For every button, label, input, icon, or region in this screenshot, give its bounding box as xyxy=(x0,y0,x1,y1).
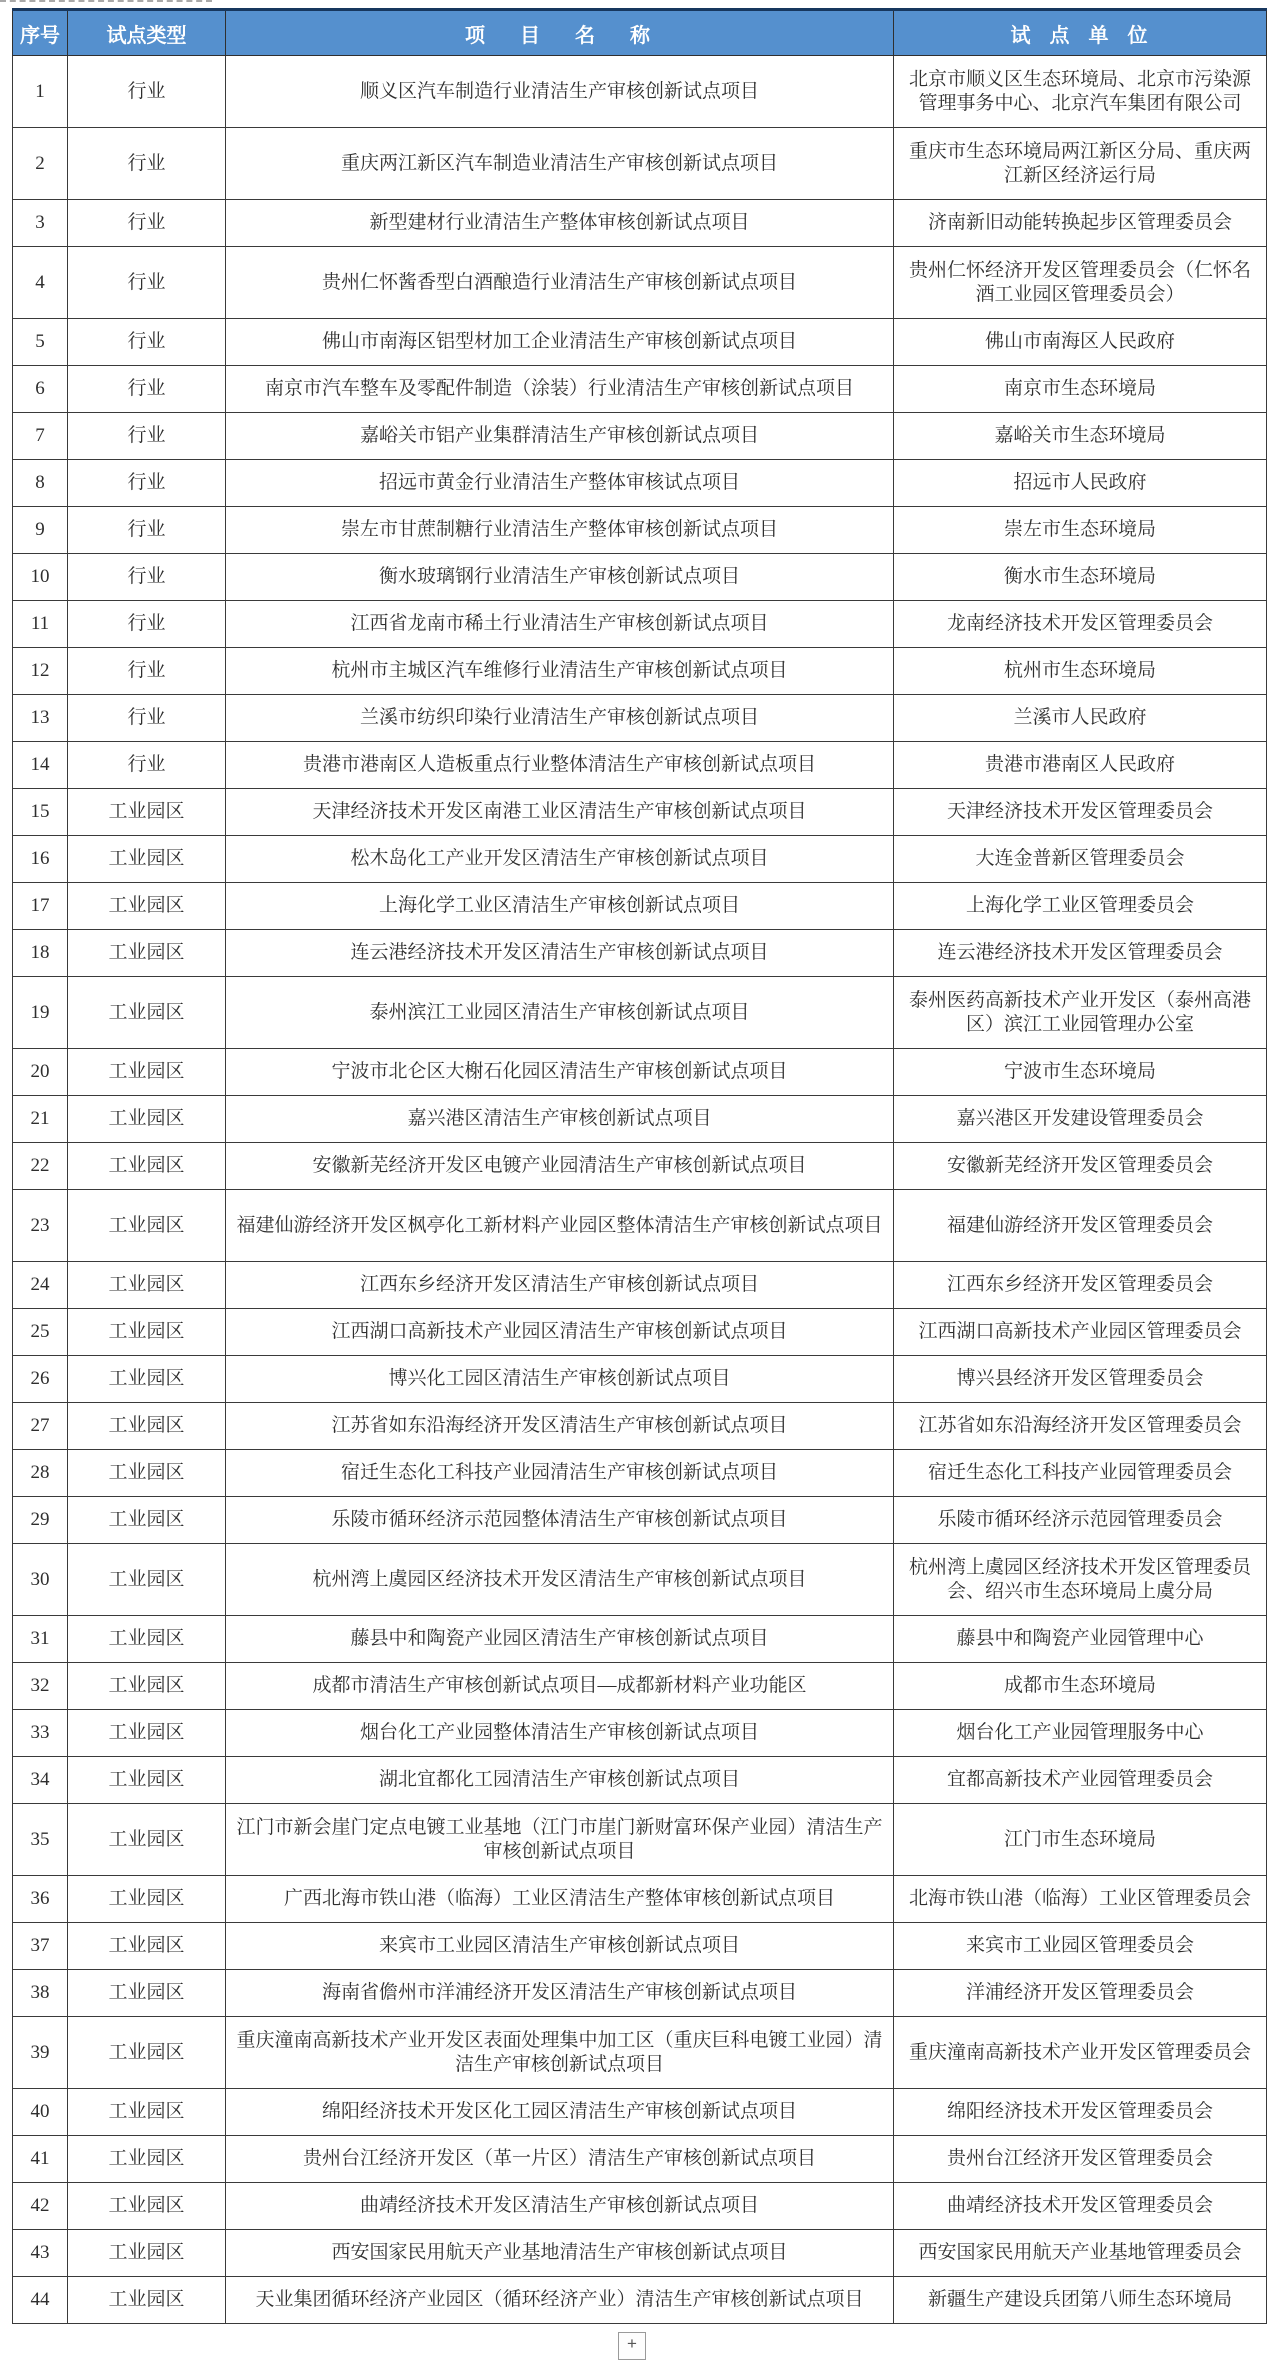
cell-type: 工业园区 xyxy=(68,1876,226,1923)
cell-unit: 新疆生产建设兵团第八师生态环境局 xyxy=(894,2277,1267,2324)
cell-no: 20 xyxy=(13,1049,68,1096)
cell-no: 5 xyxy=(13,319,68,366)
cell-unit: 烟台化工产业园管理服务中心 xyxy=(894,1710,1267,1757)
cell-name: 重庆潼南高新技术产业开发区表面处理集中加工区（重庆巨科电镀工业园）清洁生产审核创新试点项目 xyxy=(226,2017,894,2089)
cell-name: 安徽新芜经济开发区电镀产业园清洁生产审核创新试点项目 xyxy=(226,1143,894,1190)
pilot-table xyxy=(12,8,1267,2324)
cell-name: 烟台化工产业园整体清洁生产审核创新试点项目 xyxy=(226,1710,894,1757)
table-row xyxy=(13,1757,1267,1804)
cell-type: 工业园区 xyxy=(68,1923,226,1970)
header-row xyxy=(13,10,1267,56)
cell-name: 贵港市港南区人造板重点行业整体清洁生产审核创新试点项目 xyxy=(226,742,894,789)
cell-name: 湖北宜都化工园清洁生产审核创新试点项目 xyxy=(226,1757,894,1804)
cell-type: 行业 xyxy=(68,247,226,319)
cell-name: 新型建材行业清洁生产整体审核创新试点项目 xyxy=(226,200,894,247)
cell-unit: 济南新旧动能转换起步区管理委员会 xyxy=(894,200,1267,247)
cell-unit: 安徽新芜经济开发区管理委员会 xyxy=(894,1143,1267,1190)
cell-type: 工业园区 xyxy=(68,930,226,977)
cell-unit: 北海市铁山港（临海）工业区管理委员会 xyxy=(894,1876,1267,1923)
cell-name: 曲靖经济技术开发区清洁生产审核创新试点项目 xyxy=(226,2183,894,2230)
cell-name: 海南省儋州市洋浦经济开发区清洁生产审核创新试点项目 xyxy=(226,1970,894,2017)
cell-type: 行业 xyxy=(68,56,226,128)
cell-type: 工业园区 xyxy=(68,1616,226,1663)
cell-unit: 崇左市生态环境局 xyxy=(894,507,1267,554)
cell-no: 24 xyxy=(13,1262,68,1309)
cell-name: 连云港经济技术开发区清洁生产审核创新试点项目 xyxy=(226,930,894,977)
cell-no: 6 xyxy=(13,366,68,413)
cell-type: 工业园区 xyxy=(68,1663,226,1710)
cell-no: 25 xyxy=(13,1309,68,1356)
cell-name: 重庆两江新区汽车制造业清洁生产审核创新试点项目 xyxy=(226,128,894,200)
cell-type: 行业 xyxy=(68,648,226,695)
pilot-table-header xyxy=(13,10,1267,56)
cell-no: 28 xyxy=(13,1450,68,1497)
cell-name: 江西湖口高新技术产业园区清洁生产审核创新试点项目 xyxy=(226,1309,894,1356)
cell-no: 1 xyxy=(13,56,68,128)
cell-type: 工业园区 xyxy=(68,1970,226,2017)
table-row xyxy=(13,128,1267,200)
cell-type: 行业 xyxy=(68,507,226,554)
table-row xyxy=(13,1096,1267,1143)
cell-no: 34 xyxy=(13,1757,68,1804)
cell-unit: 贵州仁怀经济开发区管理委员会（仁怀名酒工业园区管理委员会） xyxy=(894,247,1267,319)
cell-name: 绵阳经济技术开发区化工园区清洁生产审核创新试点项目 xyxy=(226,2089,894,2136)
column-header-type: 试点类型 xyxy=(68,10,226,56)
table-row xyxy=(13,1497,1267,1544)
cell-name: 贵州仁怀酱香型白酒酿造行业清洁生产审核创新试点项目 xyxy=(226,247,894,319)
table-row xyxy=(13,1262,1267,1309)
table-row xyxy=(13,977,1267,1049)
column-header-no: 序号 xyxy=(13,10,68,56)
cell-unit: 宜都高新技术产业园管理委员会 xyxy=(894,1757,1267,1804)
cell-unit: 嘉峪关市生态环境局 xyxy=(894,413,1267,460)
cell-no: 10 xyxy=(13,554,68,601)
cell-type: 工业园区 xyxy=(68,1710,226,1757)
cell-unit: 贵港市港南区人民政府 xyxy=(894,742,1267,789)
add-row-button[interactable]: + xyxy=(618,2332,646,2360)
column-header-name: 项 目 名 称 xyxy=(226,10,894,56)
cell-type: 工业园区 xyxy=(68,1544,226,1616)
cell-name: 天津经济技术开发区南港工业区清洁生产审核创新试点项目 xyxy=(226,789,894,836)
table-row xyxy=(13,1663,1267,1710)
cell-name: 江西东乡经济开发区清洁生产审核创新试点项目 xyxy=(226,1262,894,1309)
cell-no: 17 xyxy=(13,883,68,930)
cell-no: 14 xyxy=(13,742,68,789)
cell-name: 成都市清洁生产审核创新试点项目—成都新材料产业功能区 xyxy=(226,1663,894,1710)
table-row xyxy=(13,1049,1267,1096)
pilot-table-body xyxy=(13,56,1267,2324)
cell-name: 藤县中和陶瓷产业园区清洁生产审核创新试点项目 xyxy=(226,1616,894,1663)
cell-type: 工业园区 xyxy=(68,2183,226,2230)
table-row xyxy=(13,460,1267,507)
cell-unit: 博兴县经济开发区管理委员会 xyxy=(894,1356,1267,1403)
cell-no: 21 xyxy=(13,1096,68,1143)
cell-unit: 绵阳经济技术开发区管理委员会 xyxy=(894,2089,1267,2136)
cell-no: 8 xyxy=(13,460,68,507)
cell-type: 工业园区 xyxy=(68,1049,226,1096)
column-header-unit: 试 点 单 位 xyxy=(894,10,1267,56)
table-row xyxy=(13,2230,1267,2277)
cell-type: 工业园区 xyxy=(68,1450,226,1497)
table-row xyxy=(13,1544,1267,1616)
table-row xyxy=(13,1876,1267,1923)
cell-unit: 福建仙游经济开发区管理委员会 xyxy=(894,1190,1267,1262)
cell-no: 19 xyxy=(13,977,68,1049)
cell-no: 31 xyxy=(13,1616,68,1663)
table-row xyxy=(13,366,1267,413)
cell-name: 西安国家民用航天产业基地清洁生产审核创新试点项目 xyxy=(226,2230,894,2277)
cell-no: 33 xyxy=(13,1710,68,1757)
cell-type: 工业园区 xyxy=(68,1804,226,1876)
cell-name: 泰州滨江工业园区清洁生产审核创新试点项目 xyxy=(226,977,894,1049)
cell-no: 9 xyxy=(13,507,68,554)
cell-name: 招远市黄金行业清洁生产整体审核试点项目 xyxy=(226,460,894,507)
table-row xyxy=(13,1190,1267,1262)
cell-name: 衡水玻璃钢行业清洁生产审核创新试点项目 xyxy=(226,554,894,601)
cell-unit: 成都市生态环境局 xyxy=(894,1663,1267,1710)
cell-no: 43 xyxy=(13,2230,68,2277)
cell-type: 行业 xyxy=(68,319,226,366)
cell-no: 36 xyxy=(13,1876,68,1923)
table-row xyxy=(13,1450,1267,1497)
table-row xyxy=(13,2136,1267,2183)
cell-name: 天业集团循环经济产业园区（循环经济产业）清洁生产审核创新试点项目 xyxy=(226,2277,894,2324)
cell-name: 乐陵市循环经济示范园整体清洁生产审核创新试点项目 xyxy=(226,1497,894,1544)
table-row xyxy=(13,601,1267,648)
table-row xyxy=(13,2089,1267,2136)
cell-unit: 泰州医药高新技术产业开发区（泰州高港区）滨江工业园管理办公室 xyxy=(894,977,1267,1049)
cell-unit: 天津经济技术开发区管理委员会 xyxy=(894,789,1267,836)
cell-unit: 佛山市南海区人民政府 xyxy=(894,319,1267,366)
table-row xyxy=(13,1143,1267,1190)
cell-no: 11 xyxy=(13,601,68,648)
cell-unit: 曲靖经济技术开发区管理委员会 xyxy=(894,2183,1267,2230)
cell-no: 16 xyxy=(13,836,68,883)
cell-no: 23 xyxy=(13,1190,68,1262)
table-row xyxy=(13,836,1267,883)
cell-unit: 杭州湾上虞园区经济技术开发区管理委员会、绍兴市生态环境局上虞分局 xyxy=(894,1544,1267,1616)
cell-name: 上海化学工业区清洁生产审核创新试点项目 xyxy=(226,883,894,930)
cell-no: 35 xyxy=(13,1804,68,1876)
cell-name: 江门市新会崖门定点电镀工业基地（江门市崖门新财富环保产业园）清洁生产审核创新试点项目 xyxy=(226,1804,894,1876)
cell-no: 12 xyxy=(13,648,68,695)
cell-type: 工业园区 xyxy=(68,2017,226,2089)
table-row xyxy=(13,413,1267,460)
table-row xyxy=(13,1710,1267,1757)
table-row xyxy=(13,2183,1267,2230)
cell-name: 崇左市甘蔗制糖行业清洁生产整体审核创新试点项目 xyxy=(226,507,894,554)
table-row xyxy=(13,2017,1267,2089)
table-row xyxy=(13,1923,1267,1970)
cell-type: 工业园区 xyxy=(68,1356,226,1403)
cell-no: 26 xyxy=(13,1356,68,1403)
table-row xyxy=(13,1970,1267,2017)
table-row xyxy=(13,1309,1267,1356)
cell-no: 15 xyxy=(13,789,68,836)
table-row xyxy=(13,1356,1267,1403)
cell-unit: 江西东乡经济开发区管理委员会 xyxy=(894,1262,1267,1309)
cell-unit: 嘉兴港区开发建设管理委员会 xyxy=(894,1096,1267,1143)
table-row xyxy=(13,648,1267,695)
cell-no: 39 xyxy=(13,2017,68,2089)
table-row xyxy=(13,695,1267,742)
table-row xyxy=(13,507,1267,554)
cell-type: 工业园区 xyxy=(68,977,226,1049)
cell-unit: 重庆潼南高新技术产业开发区管理委员会 xyxy=(894,2017,1267,2089)
cell-unit: 南京市生态环境局 xyxy=(894,366,1267,413)
cell-no: 3 xyxy=(13,200,68,247)
cell-type: 工业园区 xyxy=(68,2277,226,2324)
table-row xyxy=(13,554,1267,601)
cell-unit: 杭州市生态环境局 xyxy=(894,648,1267,695)
table-row xyxy=(13,1804,1267,1876)
table-row xyxy=(13,789,1267,836)
cell-unit: 衡水市生态环境局 xyxy=(894,554,1267,601)
cell-type: 行业 xyxy=(68,200,226,247)
cell-type: 行业 xyxy=(68,128,226,200)
cell-type: 工业园区 xyxy=(68,2230,226,2277)
cell-no: 30 xyxy=(13,1544,68,1616)
cell-type: 行业 xyxy=(68,554,226,601)
cell-type: 工业园区 xyxy=(68,1190,226,1262)
cell-name: 贵州台江经济开发区（革一片区）清洁生产审核创新试点项目 xyxy=(226,2136,894,2183)
cell-name: 宁波市北仑区大榭石化园区清洁生产审核创新试点项目 xyxy=(226,1049,894,1096)
cell-unit: 宁波市生态环境局 xyxy=(894,1049,1267,1096)
cell-no: 32 xyxy=(13,1663,68,1710)
cell-unit: 连云港经济技术开发区管理委员会 xyxy=(894,930,1267,977)
cell-no: 44 xyxy=(13,2277,68,2324)
cell-unit: 洋浦经济开发区管理委员会 xyxy=(894,1970,1267,2017)
cell-type: 行业 xyxy=(68,601,226,648)
cell-type: 工业园区 xyxy=(68,1262,226,1309)
table-row xyxy=(13,2277,1267,2324)
cell-no: 22 xyxy=(13,1143,68,1190)
cell-unit: 藤县中和陶瓷产业园管理中心 xyxy=(894,1616,1267,1663)
cell-name: 广西北海市铁山港（临海）工业区清洁生产整体审核创新试点项目 xyxy=(226,1876,894,1923)
cell-type: 行业 xyxy=(68,413,226,460)
table-row xyxy=(13,1616,1267,1663)
cell-type: 行业 xyxy=(68,742,226,789)
table-row xyxy=(13,1403,1267,1450)
table-row xyxy=(13,56,1267,128)
cell-no: 13 xyxy=(13,695,68,742)
table-row xyxy=(13,319,1267,366)
cell-type: 工业园区 xyxy=(68,836,226,883)
cell-name: 博兴化工园区清洁生产审核创新试点项目 xyxy=(226,1356,894,1403)
cell-no: 38 xyxy=(13,1970,68,2017)
cell-type: 工业园区 xyxy=(68,2089,226,2136)
cell-no: 4 xyxy=(13,247,68,319)
cell-type: 工业园区 xyxy=(68,1096,226,1143)
page-top-dashed-line xyxy=(0,0,212,2)
cell-name: 宿迁生态化工科技产业园清洁生产审核创新试点项目 xyxy=(226,1450,894,1497)
cell-no: 41 xyxy=(13,2136,68,2183)
cell-name: 嘉兴港区清洁生产审核创新试点项目 xyxy=(226,1096,894,1143)
cell-unit: 龙南经济技术开发区管理委员会 xyxy=(894,601,1267,648)
cell-name: 松木岛化工产业开发区清洁生产审核创新试点项目 xyxy=(226,836,894,883)
cell-no: 18 xyxy=(13,930,68,977)
cell-type: 工业园区 xyxy=(68,1403,226,1450)
cell-unit: 北京市顺义区生态环境局、北京市污染源管理事务中心、北京汽车集团有限公司 xyxy=(894,56,1267,128)
table-row xyxy=(13,247,1267,319)
cell-name: 顺义区汽车制造行业清洁生产审核创新试点项目 xyxy=(226,56,894,128)
cell-no: 37 xyxy=(13,1923,68,1970)
cell-name: 兰溪市纺织印染行业清洁生产审核创新试点项目 xyxy=(226,695,894,742)
cell-type: 工业园区 xyxy=(68,883,226,930)
cell-unit: 兰溪市人民政府 xyxy=(894,695,1267,742)
cell-name: 杭州市主城区汽车维修行业清洁生产审核创新试点项目 xyxy=(226,648,894,695)
cell-unit: 江门市生态环境局 xyxy=(894,1804,1267,1876)
cell-unit: 乐陵市循环经济示范园管理委员会 xyxy=(894,1497,1267,1544)
cell-name: 佛山市南海区铝型材加工企业清洁生产审核创新试点项目 xyxy=(226,319,894,366)
cell-unit: 来宾市工业园区管理委员会 xyxy=(894,1923,1267,1970)
cell-type: 工业园区 xyxy=(68,789,226,836)
table-row xyxy=(13,930,1267,977)
cell-unit: 江苏省如东沿海经济开发区管理委员会 xyxy=(894,1403,1267,1450)
cell-name: 杭州湾上虞园区经济技术开发区清洁生产审核创新试点项目 xyxy=(226,1544,894,1616)
cell-no: 40 xyxy=(13,2089,68,2136)
cell-type: 工业园区 xyxy=(68,1143,226,1190)
cell-unit: 大连金普新区管理委员会 xyxy=(894,836,1267,883)
cell-no: 29 xyxy=(13,1497,68,1544)
cell-name: 江西省龙南市稀土行业清洁生产审核创新试点项目 xyxy=(226,601,894,648)
cell-type: 行业 xyxy=(68,460,226,507)
cell-type: 行业 xyxy=(68,366,226,413)
cell-unit: 宿迁生态化工科技产业园管理委员会 xyxy=(894,1450,1267,1497)
cell-name: 福建仙游经济开发区枫亭化工新材料产业园区整体清洁生产审核创新试点项目 xyxy=(226,1190,894,1262)
cell-type: 工业园区 xyxy=(68,1757,226,1804)
cell-type: 工业园区 xyxy=(68,1497,226,1544)
cell-no: 7 xyxy=(13,413,68,460)
cell-no: 2 xyxy=(13,128,68,200)
cell-unit: 上海化学工业区管理委员会 xyxy=(894,883,1267,930)
cell-unit: 西安国家民用航天产业基地管理委员会 xyxy=(894,2230,1267,2277)
cell-unit: 重庆市生态环境局两江新区分局、重庆两江新区经济运行局 xyxy=(894,128,1267,200)
cell-unit: 招远市人民政府 xyxy=(894,460,1267,507)
table-row xyxy=(13,883,1267,930)
cell-type: 工业园区 xyxy=(68,1309,226,1356)
cell-unit: 贵州台江经济开发区管理委员会 xyxy=(894,2136,1267,2183)
cell-name: 江苏省如东沿海经济开发区清洁生产审核创新试点项目 xyxy=(226,1403,894,1450)
cell-no: 42 xyxy=(13,2183,68,2230)
cell-name: 嘉峪关市铝产业集群清洁生产审核创新试点项目 xyxy=(226,413,894,460)
cell-unit: 江西湖口高新技术产业园区管理委员会 xyxy=(894,1309,1267,1356)
cell-type: 行业 xyxy=(68,695,226,742)
cell-type: 工业园区 xyxy=(68,2136,226,2183)
cell-name: 来宾市工业园区清洁生产审核创新试点项目 xyxy=(226,1923,894,1970)
cell-name: 南京市汽车整车及零配件制造（涂装）行业清洁生产审核创新试点项目 xyxy=(226,366,894,413)
cell-no: 27 xyxy=(13,1403,68,1450)
table-row xyxy=(13,742,1267,789)
table-row xyxy=(13,200,1267,247)
